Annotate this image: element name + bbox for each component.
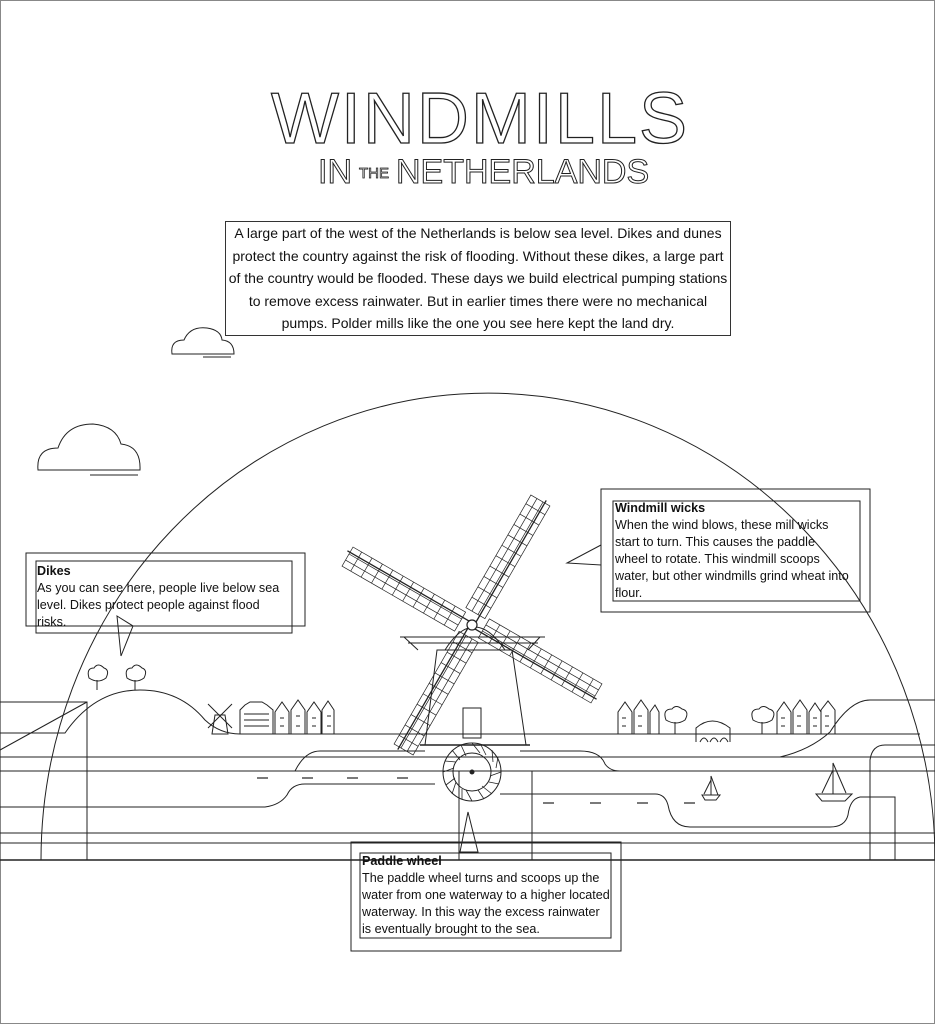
windmill-icon xyxy=(400,627,545,745)
title-graphic xyxy=(271,79,689,191)
right-dike xyxy=(780,700,935,757)
dike-slope xyxy=(0,702,87,750)
paddle-housing xyxy=(459,771,532,860)
tree-icon xyxy=(752,707,774,735)
tree-icon xyxy=(665,707,687,735)
wicks-pointer xyxy=(567,545,601,565)
houses-right-icon xyxy=(618,700,659,734)
callout-dikes xyxy=(37,563,291,631)
upper-waterway xyxy=(500,794,895,860)
sailboat-small-icon xyxy=(702,776,720,800)
paddle-pointer xyxy=(460,812,478,852)
houses-far-right-icon xyxy=(777,700,835,734)
callout-wicks-title: Windmill wicks xyxy=(615,501,706,515)
paddle-wheel-icon xyxy=(443,743,501,801)
title-netherlands: NETHERLANDS xyxy=(396,153,650,191)
callout-dikes-title: Dikes xyxy=(37,564,71,578)
windmill-sails-icon xyxy=(339,492,604,757)
callout-wicks xyxy=(615,500,851,602)
tree-icon xyxy=(126,665,145,690)
lower-waterway xyxy=(0,784,435,807)
title-the: THE xyxy=(359,165,389,182)
title-main: WINDMILLS xyxy=(270,79,690,159)
callout-paddle-title: Paddle wheel xyxy=(362,854,442,868)
cloud-large-icon xyxy=(38,424,140,475)
title-in: IN xyxy=(318,153,352,191)
callout-paddle xyxy=(362,853,612,938)
upper-waterway-bank xyxy=(520,751,620,771)
callout-wicks-text: When the wind blows, these mill wicks start to turn. This causes the paddle wheel to rotate. This windmill scoops water, but other windmills grind wheat into flour. xyxy=(615,518,849,600)
callout-paddle-text: The paddle wheel turns and scoops up the water from one waterway to a higher located waterway. In this way the excess rainwater is eventually brought to the sea. xyxy=(362,871,610,936)
bridge-icon xyxy=(696,721,730,742)
intro-text-box: A large part of the west of the Netherlands is below sea level. Dikes and dunes protect the country against the risk of flooding. Without these dikes, a large part of the country would be flooded. These days we build electrical pumping stations to remove excess rainwater. But in earlier times there were no mechanical pumps. Polder mills like the one you see here kept the land dry. xyxy=(225,221,731,336)
callout-dikes-text: As you can see here, people live below sea level. Dikes protect people against flood risks. xyxy=(37,581,280,629)
lower-waterway-bank xyxy=(295,751,425,771)
tree-icon xyxy=(88,665,107,690)
dike-hill xyxy=(0,690,920,734)
sailboat-large-icon xyxy=(816,763,852,801)
houses-left-icon xyxy=(240,700,334,734)
